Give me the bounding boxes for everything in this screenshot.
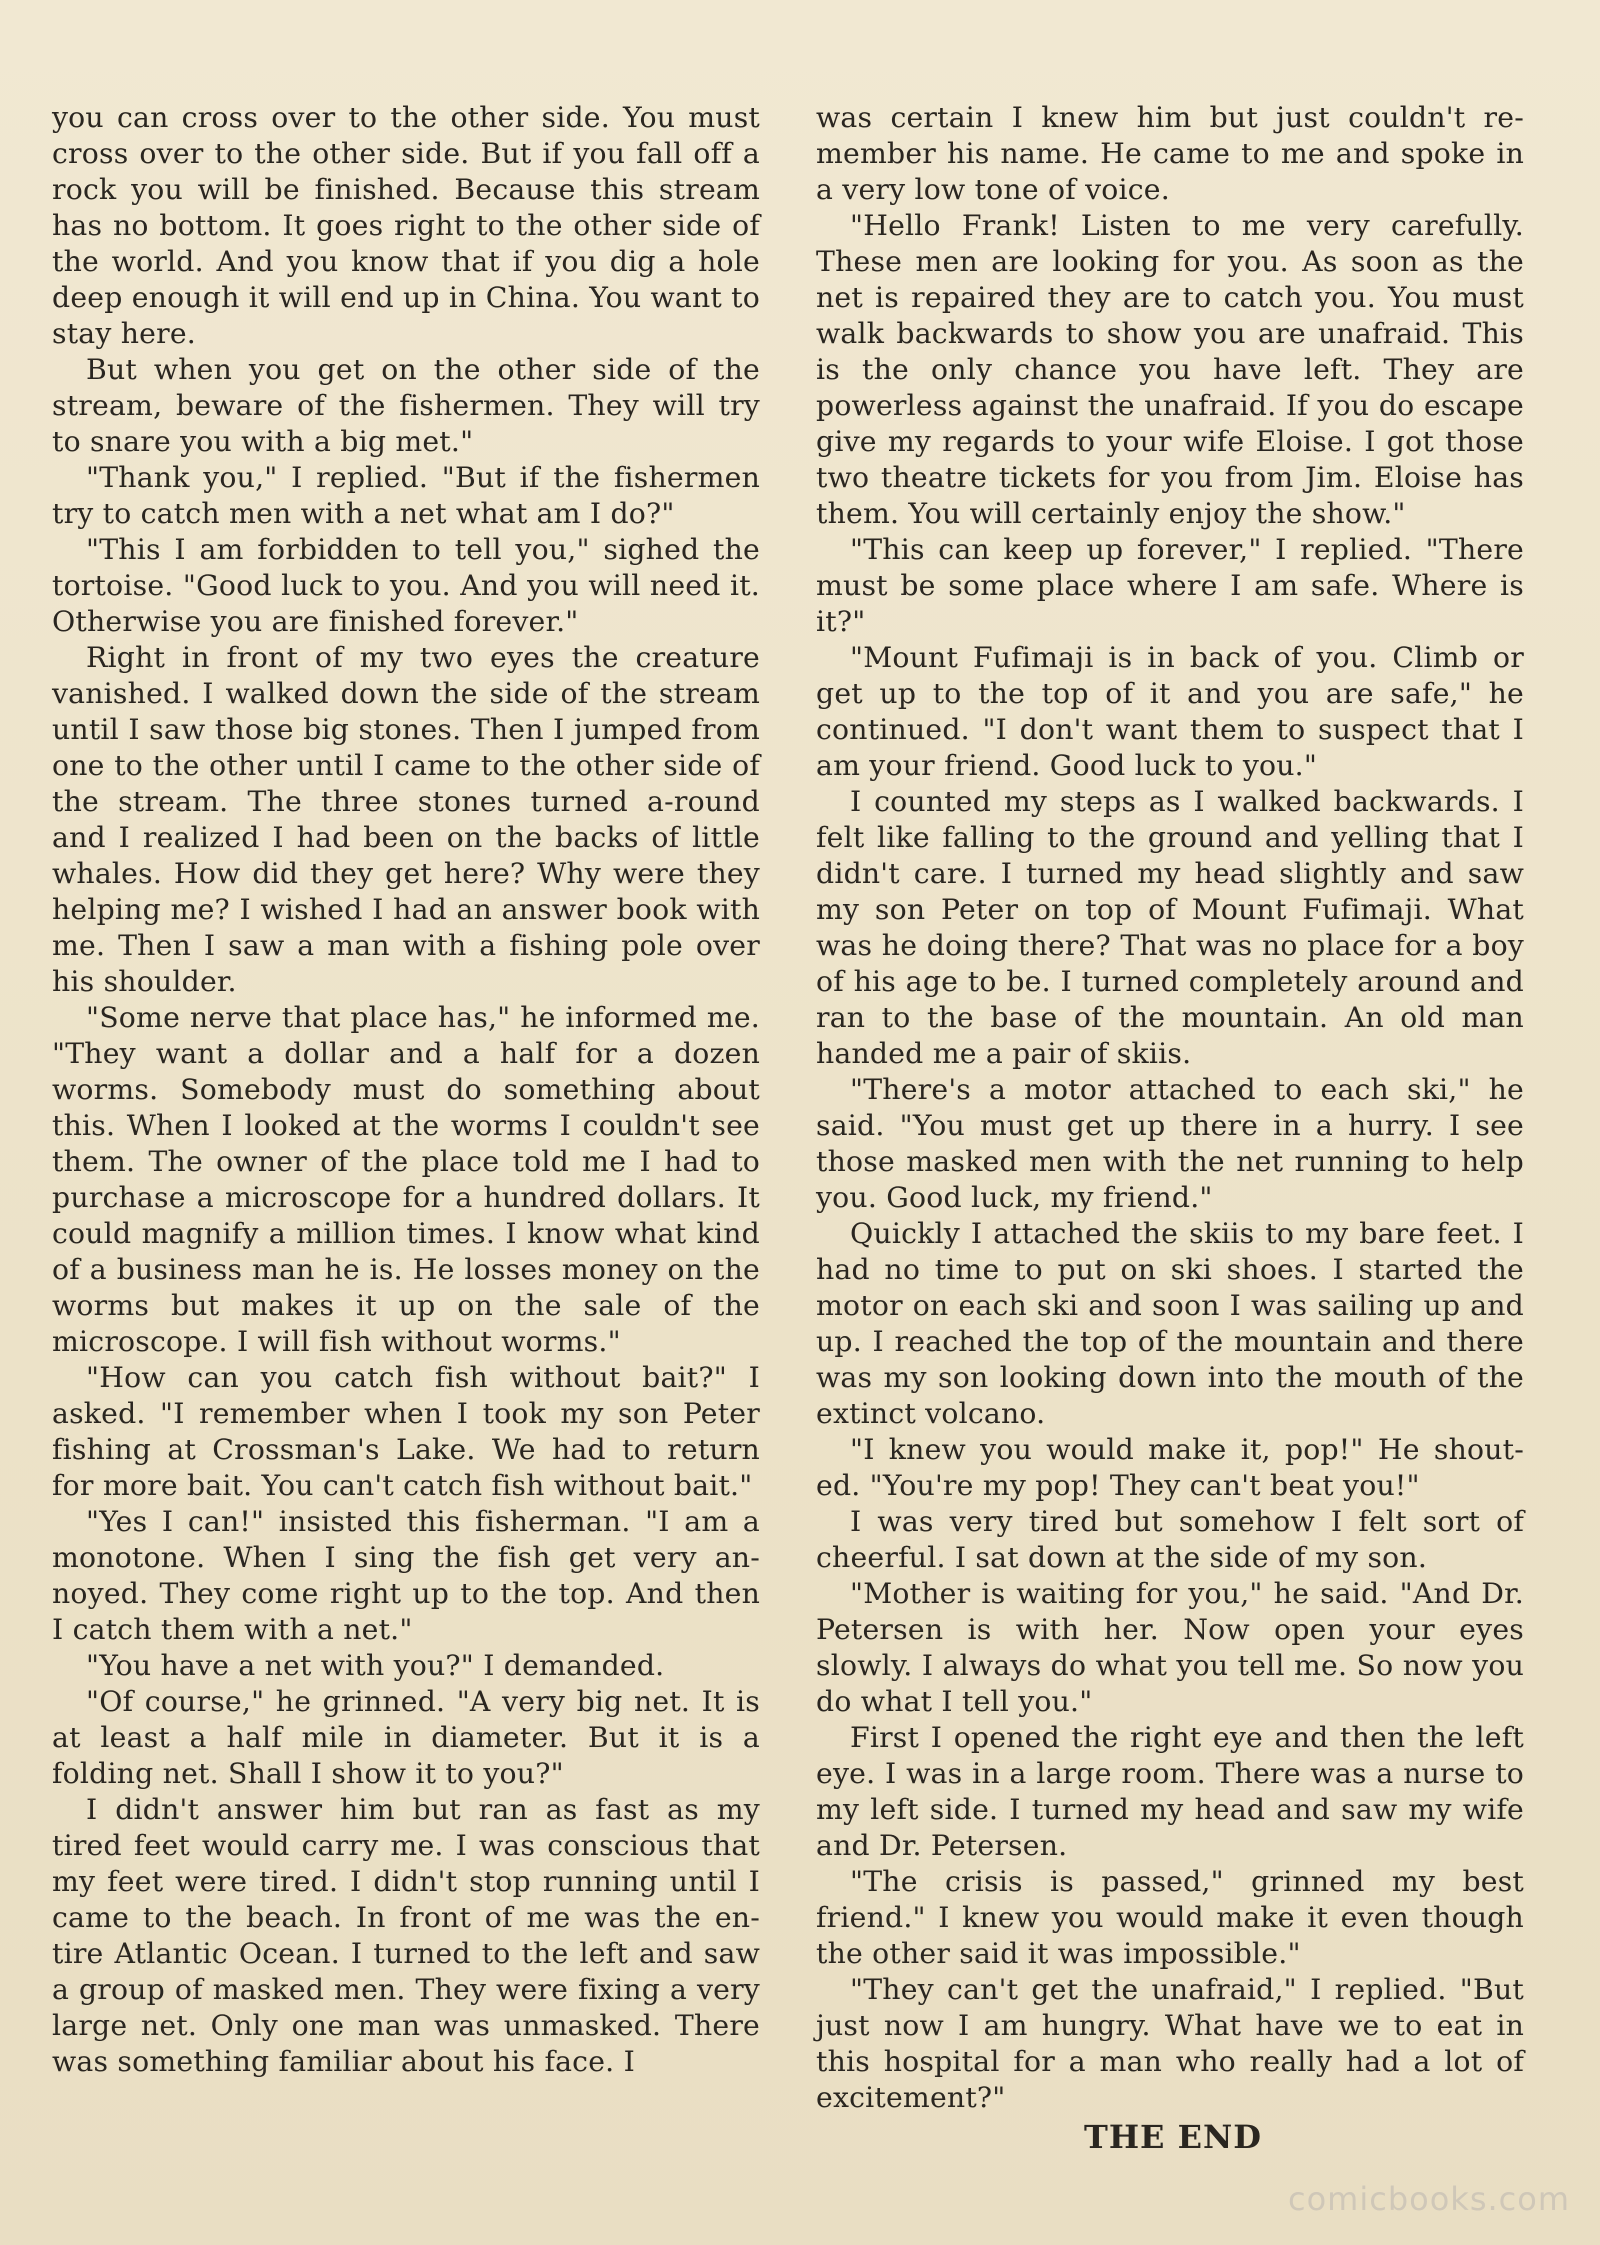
paragraph: "Of course," he grinned. "A very big net. It is at least a half mile in diameter. But it is a folding net. Shall I show it to you?": [52, 1685, 760, 1790]
paragraph: "Some nerve that place has," he informed me. "They want a dollar and a half for a dozen worms. Somebody must do something about this. When I looked at the worms I couldn't see them. The owner of the place told me I had to purchase a microscope for a hundred dollars. It could magnify a million times. I know what kind of a business man he is. He losses money on the worms but makes it up on the sale of the microscope. I will fish without worms.": [52, 1001, 760, 1358]
paragraph: "The crisis is passed," grinned my best friend." I knew you would make it even though the other said it was impossible.": [816, 1865, 1524, 1970]
paragraph: "Thank you," I replied. "But if the fishermen try to catch men with a net what am I do?": [52, 461, 760, 530]
paragraph: First I opened the right eye and then the left eye. I was in a large room. There was a nurse to my left side. I turned my head and saw my wife and Dr. Petersen.: [816, 1721, 1524, 1862]
paragraph: I didn't answer him but ran as fast as my tired feet would carry me. I was conscious that my feet were tired. I didn't stop running until I came to the beach. In front of me was the en-tire Atlantic Ocean. I turned to the left and saw a group of masked men. They were fixing a very large net. Only one man was unmasked. There was something familiar about his face. I: [52, 1793, 760, 2078]
paragraph: "They can't get the unafraid," I replied. "But just now I am hungry. What have we to eat in this hospital for a man who really had a lot of excitement?": [816, 1973, 1524, 2114]
paragraph: "There's a motor attached to each ski," he said. "You must get up there in a hurry. I see those masked men with the net running to help you. Good luck, my friend.": [816, 1073, 1524, 1214]
paragraph: "I knew you would make it, pop!" He shout-ed. "You're my pop! They can't beat you!": [816, 1433, 1524, 1502]
left-text-column: [52, 100, 760, 2080]
paragraph: But when you get on the other side of the stream, beware of the fishermen. They will try to snare you with a big met.": [52, 353, 760, 458]
paragraph: "Yes I can!" insisted this fisherman. "I am a monotone. When I sing the fish get very an-noyed. They come right up to the top. And then I catch them with a net.": [52, 1505, 760, 1646]
paragraph: Quickly I attached the skiis to my bare feet. I had no time to put on ski shoes. I started the motor on each ski and soon I was sailing up and up. I reached the top of the mountain and there was my son looking down into the mouth of the extinct volcano.: [816, 1217, 1524, 1430]
paragraph: I counted my steps as I walked backwards. I felt like falling to the ground and yelling that I didn't care. I turned my head slightly and saw my son Peter on top of Mount Fufimaji. What was he doing there? That was no place for a boy of his age to be. I turned completely around and ran to the base of the mountain. An old man handed me a pair of skiis.: [816, 785, 1524, 1070]
paragraph: "How can you catch fish without bait?" I asked. "I remember when I took my son Peter fishing at Crossman's Lake. We had to return for more bait. You can't catch fish without bait.": [52, 1361, 760, 1502]
paragraph: I was very tired but somehow I felt sort of cheerful. I sat down at the side of my son.: [816, 1505, 1524, 1574]
paragraph: you can cross over to the other side. You must cross over to the other side. But if you fall off a rock you will be finished. Because this stream has no bottom. It goes right to the other side of the world. And you know that if you dig a hole deep enough it will end up in China. You want to stay here.: [52, 101, 760, 350]
paragraph: "Hello Frank! Listen to me very carefully. These men are looking for you. As soon as the net is repaired they are to catch you. You must walk backwards to show you are unafraid. This is the only chance you have left. They are powerless against the unafraid. If you do escape give my regards to your wife Eloise. I got those two theatre tickets for you from Jim. Eloise has them. You will certainly enjoy the show.": [816, 209, 1524, 530]
the-end-heading: THE END: [1084, 2118, 1262, 2156]
paragraph: "This I am forbidden to tell you," sighed the tortoise. "Good luck to you. And you will need it. Otherwise you are finished forever.": [52, 533, 760, 638]
paragraph: "Mother is waiting for you," he said. "And Dr. Petersen is with her. Now open your eyes slowly. I always do what you tell me. So now you do what I tell you.": [816, 1577, 1524, 1718]
right-text-column: [816, 100, 1524, 2116]
paragraph: "Mount Fufimaji is in back of you. Climb or get up to the top of it and you are safe," he continued. "I don't want them to suspect that I am your friend. Good luck to you.": [816, 641, 1524, 782]
site-watermark: comicbooks.com: [1287, 2180, 1570, 2218]
paragraph: "This can keep up forever," I replied. "There must be some place where I am safe. Where is it?": [816, 533, 1524, 638]
paragraph: was certain I knew him but just couldn't re-member his name. He came to me and spoke in a very low tone of voice.: [816, 101, 1524, 206]
paragraph: Right in front of my two eyes the creature vanished. I walked down the side of the stream until I saw those big stones. Then I jumped from one to the other until I came to the other side of the stream. The three stones turned a-round and I realized I had been on the backs of little whales. How did they get here? Why were they helping me? I wished I had an answer book with me. Then I saw a man with a fishing pole over his shoulder.: [52, 641, 760, 998]
paragraph: "You have a net with you?" I demanded.: [86, 1649, 665, 1682]
